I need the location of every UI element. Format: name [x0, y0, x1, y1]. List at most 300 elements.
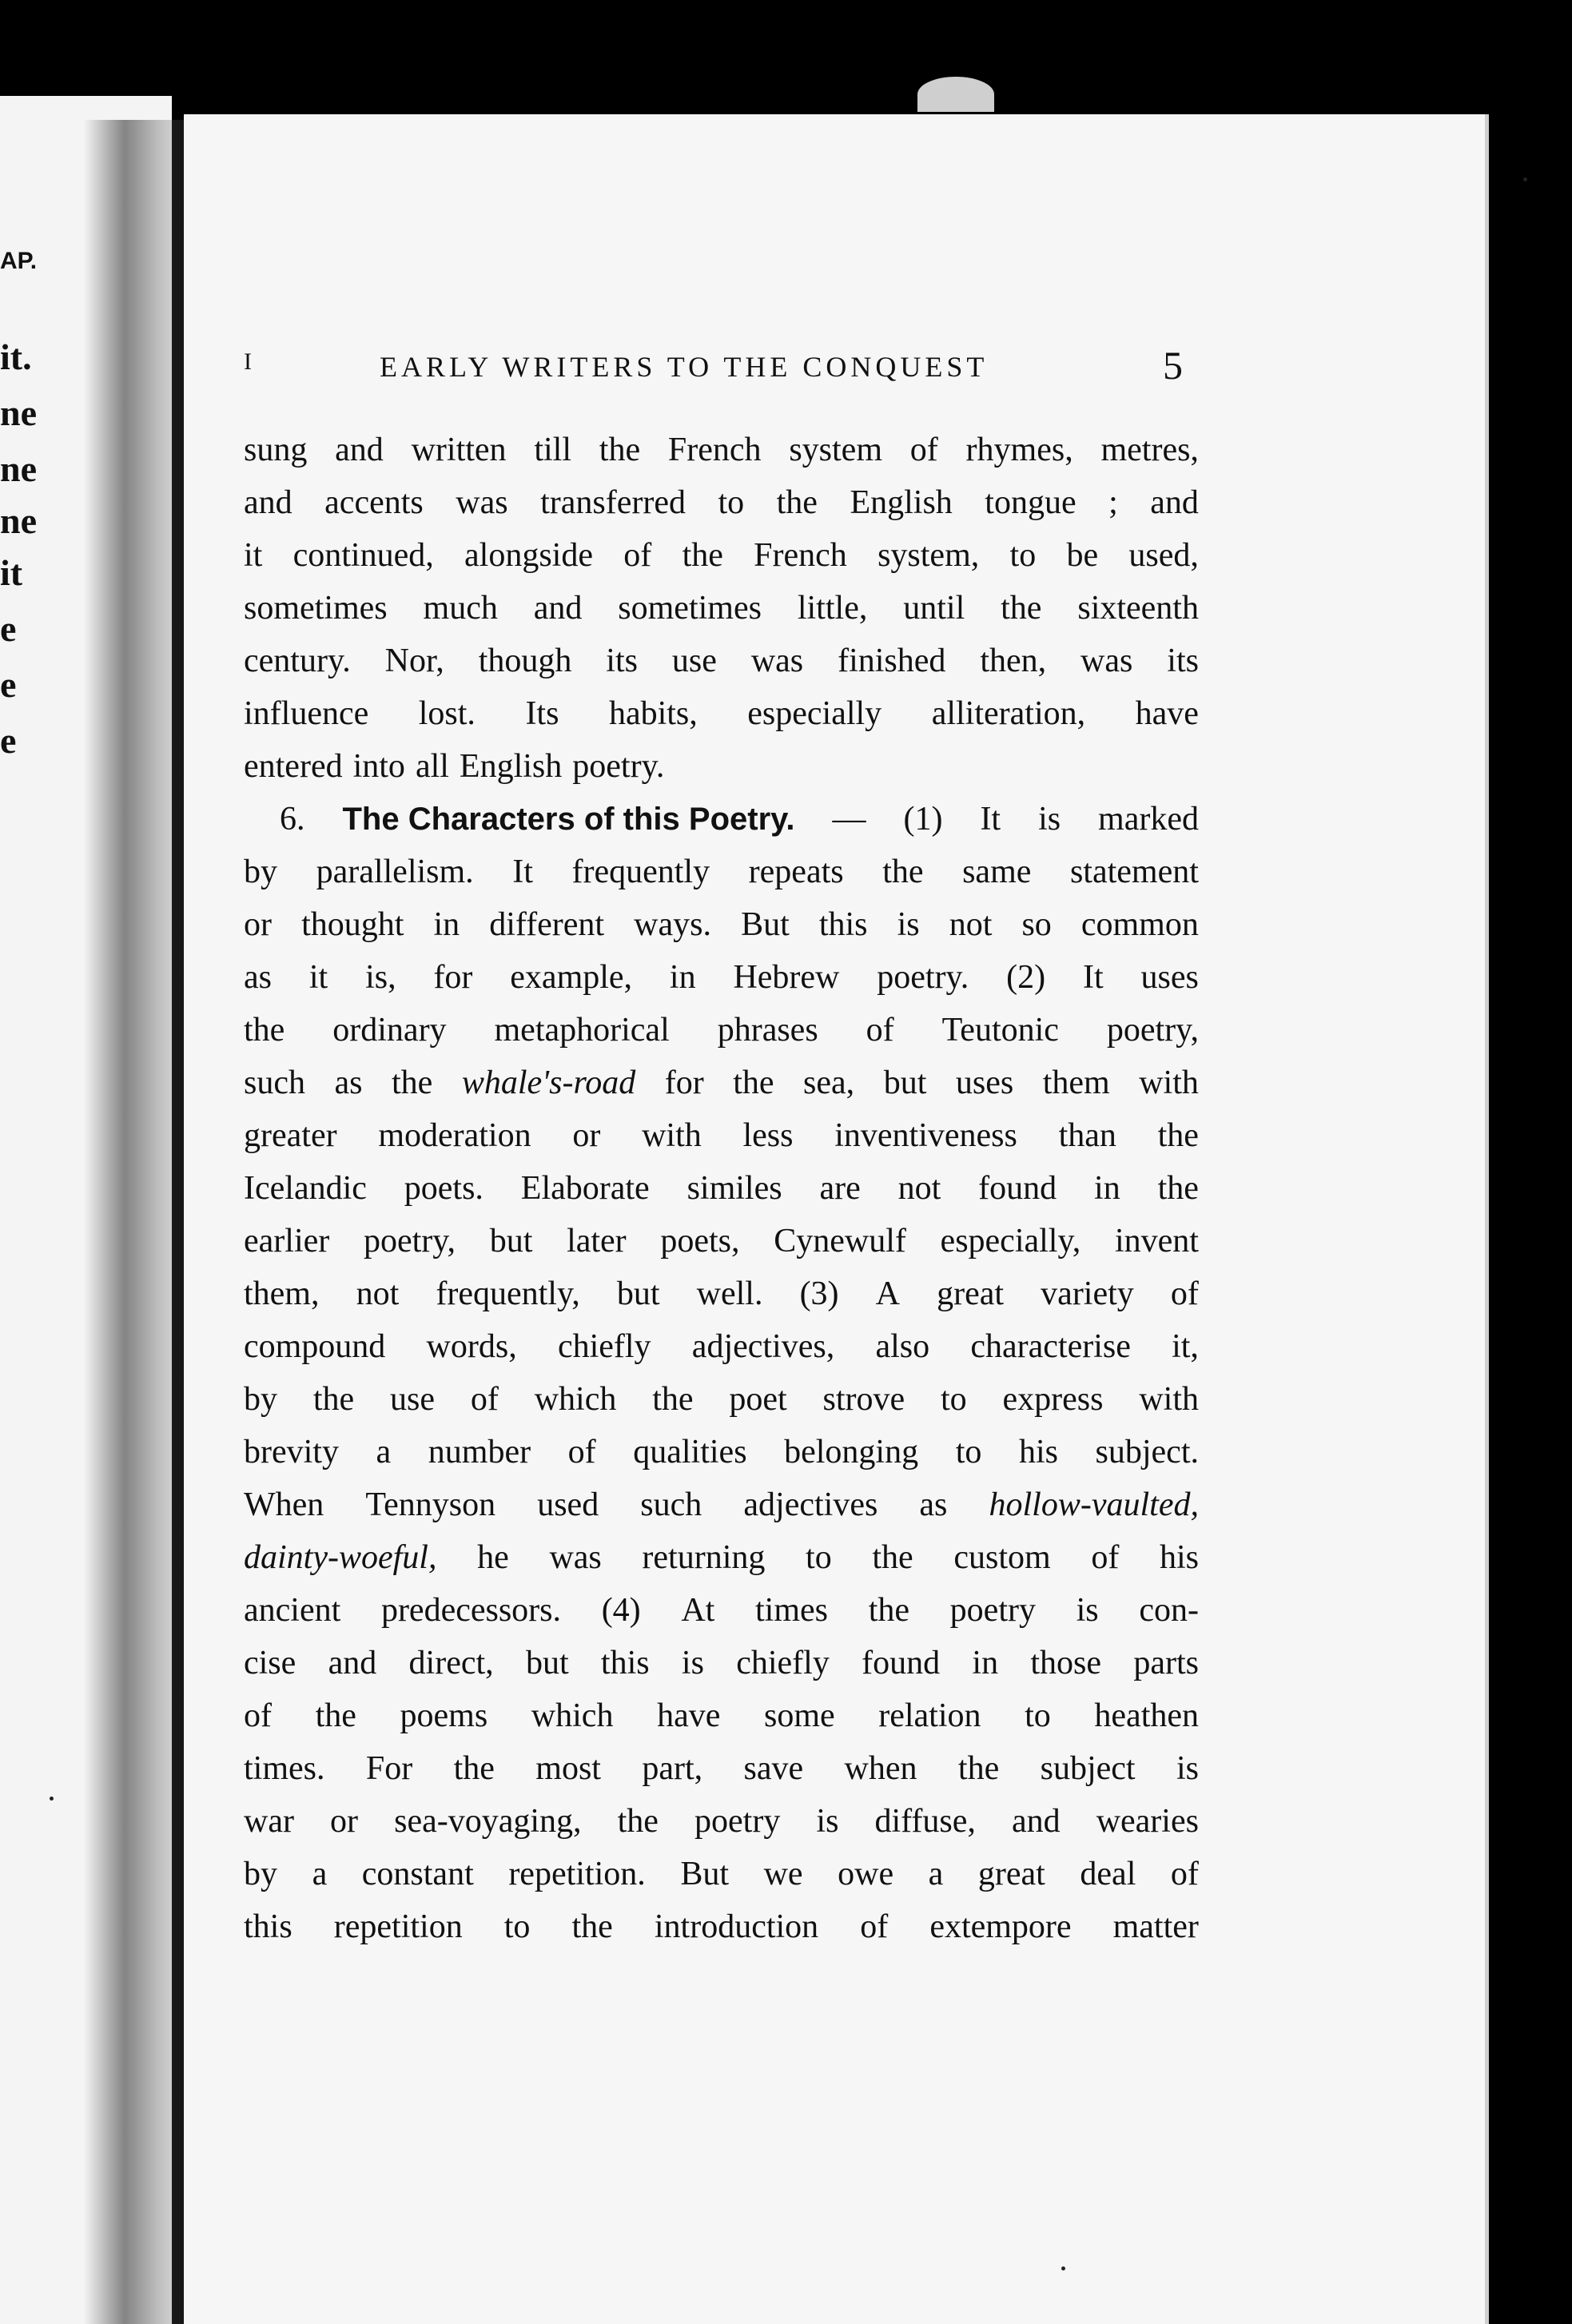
word: of — [860, 1908, 889, 1945]
word: transferred — [540, 484, 686, 521]
text-line — [244, 1742, 1199, 1795]
word: it, — [1172, 1328, 1199, 1365]
word: much — [423, 590, 498, 627]
word: thought — [301, 906, 404, 943]
word: the — [1157, 1170, 1199, 1207]
word: hollow-vaulted, — [989, 1486, 1199, 1523]
word: But — [741, 906, 790, 943]
word: statement — [1069, 854, 1199, 890]
word: brevity — [244, 1434, 339, 1470]
word: English — [850, 484, 953, 521]
word: characterise — [970, 1328, 1131, 1365]
word: have — [1135, 695, 1199, 732]
word: Teutonic — [941, 1012, 1059, 1049]
word: especially — [747, 695, 882, 732]
word: It — [980, 801, 1001, 838]
word: extempore — [929, 1908, 1072, 1945]
word: later — [567, 1223, 627, 1259]
text-line — [244, 1215, 1199, 1267]
word: sixteenth — [1077, 590, 1199, 627]
word: as — [244, 959, 272, 996]
text-line — [244, 898, 1199, 951]
word: great — [937, 1275, 1005, 1312]
word: and — [533, 590, 583, 627]
word: of — [1170, 1856, 1199, 1892]
word: chiefly — [736, 1645, 830, 1681]
word: Elaborate — [520, 1170, 650, 1207]
word: use — [671, 643, 717, 679]
word: the — [1001, 590, 1042, 627]
word: used, — [1128, 537, 1199, 574]
word: subject — [1040, 1750, 1136, 1787]
word: in — [1094, 1170, 1120, 1207]
word: to — [718, 484, 745, 521]
word: than — [1058, 1117, 1116, 1154]
word: for — [664, 1065, 704, 1101]
word: the — [652, 1381, 694, 1418]
word: a — [312, 1856, 328, 1892]
word: — — [832, 801, 866, 838]
word: he — [477, 1539, 509, 1576]
word: was — [456, 484, 508, 521]
word: belonging — [784, 1434, 919, 1470]
word: such — [244, 1065, 305, 1101]
word: found — [978, 1170, 1057, 1207]
word: the — [244, 1012, 285, 1049]
word: At — [681, 1592, 715, 1629]
word: chiefly — [557, 1328, 651, 1365]
word: part, — [642, 1750, 703, 1787]
word: but — [489, 1223, 533, 1259]
word: for — [433, 959, 473, 996]
text-line — [244, 1267, 1199, 1320]
word: invent — [1114, 1223, 1199, 1259]
text-line — [244, 582, 1199, 635]
word: was — [1081, 643, 1133, 679]
word: entered — [244, 748, 343, 785]
word: poems — [400, 1697, 488, 1734]
word: cise — [244, 1645, 296, 1681]
word: A — [875, 1275, 900, 1312]
word: compound — [244, 1328, 386, 1365]
text-line — [244, 1426, 1199, 1478]
word: of — [623, 537, 652, 574]
facing-page-fragment: it — [0, 552, 23, 593]
facing-page-fragment: it. — [0, 336, 32, 377]
text-line — [244, 793, 1199, 846]
word: or — [330, 1803, 359, 1840]
word: metres, — [1100, 432, 1199, 468]
text-line — [244, 846, 1199, 898]
word: (1) — [903, 801, 943, 838]
word: When — [244, 1486, 324, 1523]
word: of — [866, 1012, 894, 1049]
word: qualities — [633, 1434, 747, 1470]
word: its — [606, 643, 638, 679]
running-title: EARLY WRITERS TO THE CONQUEST — [380, 351, 989, 383]
page-top-smudge — [917, 77, 994, 112]
word: ordinary — [332, 1012, 447, 1049]
facing-page-fragment: e — [0, 720, 17, 761]
text-line — [244, 1689, 1199, 1742]
word: it — [244, 537, 263, 574]
facing-page-fragment: ne — [0, 448, 37, 489]
word: when — [844, 1750, 917, 1787]
running-head — [244, 342, 1187, 390]
word: custom — [953, 1539, 1051, 1576]
word: the — [312, 1381, 355, 1418]
word: repetition. — [508, 1856, 646, 1892]
speck — [50, 1797, 54, 1801]
word: his — [1159, 1539, 1199, 1576]
word: a — [376, 1434, 392, 1470]
word: sea, — [803, 1065, 855, 1101]
word: dainty-woeful, — [244, 1539, 437, 1576]
word: save — [743, 1750, 804, 1787]
word: accents — [324, 484, 424, 521]
word: century. — [244, 643, 351, 679]
word: parallelism. — [316, 854, 474, 890]
facing-page-fragment: AP. — [0, 248, 38, 274]
text-line — [244, 1057, 1199, 1109]
word: to — [941, 1381, 967, 1418]
word: poetry — [694, 1803, 781, 1840]
word: phrases — [717, 1012, 818, 1049]
word: the — [617, 1803, 659, 1840]
word: habits, — [608, 695, 698, 732]
text-line — [244, 635, 1199, 687]
word: earlier — [244, 1223, 330, 1259]
word: also — [875, 1328, 930, 1365]
word: con- — [1139, 1592, 1199, 1629]
word: predecessors. — [380, 1592, 562, 1629]
word: well. — [696, 1275, 763, 1312]
word: by — [244, 854, 277, 890]
text-line — [244, 1531, 1199, 1584]
word: and — [1011, 1803, 1061, 1840]
word: found — [862, 1645, 941, 1681]
text-line — [244, 1478, 1199, 1531]
word: the — [957, 1750, 1000, 1787]
word: frequently — [571, 854, 710, 890]
word: such — [640, 1486, 702, 1523]
word: returning — [642, 1539, 766, 1576]
word: but — [883, 1065, 927, 1101]
word: ways. — [634, 906, 711, 943]
word: different — [489, 906, 605, 943]
word: poetry, — [363, 1223, 456, 1259]
word: to — [503, 1908, 531, 1945]
word: is — [1038, 801, 1061, 838]
word: metaphorical — [494, 1012, 670, 1049]
word: them, — [244, 1275, 320, 1312]
word: written — [411, 432, 507, 468]
word: the — [776, 484, 818, 521]
speck — [1061, 2266, 1065, 2270]
word: the — [599, 432, 641, 468]
word: some — [763, 1697, 835, 1734]
word: the — [315, 1697, 356, 1734]
word: the — [882, 854, 924, 890]
word: the — [872, 1539, 913, 1576]
text-line — [244, 1162, 1199, 1215]
word: and — [244, 484, 293, 521]
word: similes — [687, 1170, 782, 1207]
word: which — [531, 1697, 614, 1734]
word: though — [478, 643, 572, 679]
word: ancient — [244, 1592, 341, 1629]
word: is, — [365, 959, 396, 996]
word: ; — [1108, 484, 1118, 521]
word: number — [428, 1434, 531, 1470]
word: the — [733, 1065, 774, 1101]
text-line — [244, 951, 1199, 1004]
word: the — [1157, 1117, 1199, 1154]
word: of — [1091, 1539, 1120, 1576]
word: poetry. — [877, 959, 969, 996]
word: in — [433, 906, 460, 943]
word: the — [868, 1592, 909, 1629]
word: French — [754, 537, 847, 574]
word: uses — [1140, 959, 1199, 996]
text-line — [244, 1848, 1199, 1900]
word: until — [903, 590, 965, 627]
word: alliteration, — [931, 695, 1086, 732]
word: the — [682, 537, 723, 574]
word: his — [1018, 1434, 1058, 1470]
facing-page-fragment: e — [0, 664, 17, 705]
word: not — [949, 906, 993, 943]
text-line — [244, 1373, 1199, 1426]
word: to — [1025, 1697, 1051, 1734]
word: then, — [980, 643, 1047, 679]
word: sung — [244, 432, 308, 468]
word: frequently, — [436, 1275, 580, 1312]
word: times. — [244, 1750, 325, 1787]
word: not — [356, 1275, 400, 1312]
word: of — [567, 1434, 596, 1470]
word: but — [616, 1275, 660, 1312]
word: is — [1176, 1750, 1199, 1787]
chapter-number: I — [244, 348, 252, 375]
word: was — [750, 643, 804, 679]
word: uses — [955, 1065, 1014, 1101]
text-line — [244, 529, 1199, 582]
word: this — [600, 1645, 650, 1681]
word: and — [335, 432, 384, 468]
word: in — [972, 1645, 999, 1681]
word: to — [806, 1539, 832, 1576]
word: it — [308, 959, 328, 996]
text-line — [244, 1900, 1199, 1953]
word: alongside — [464, 537, 593, 574]
word: whale's-road — [461, 1065, 636, 1101]
word: poetry — [949, 1592, 1036, 1629]
word: example, — [510, 959, 633, 996]
word: we — [763, 1856, 803, 1892]
word: matter — [1112, 1908, 1199, 1945]
word: common — [1081, 906, 1199, 943]
word: of — [1170, 1275, 1199, 1312]
word: strove — [822, 1381, 905, 1418]
word: (3) — [799, 1275, 839, 1312]
word: repetition — [333, 1908, 463, 1945]
word: It — [512, 854, 533, 890]
text-line — [244, 1320, 1199, 1373]
word: war — [244, 1803, 294, 1840]
word: sea-voyaging, — [394, 1803, 582, 1840]
word: Tennyson — [365, 1486, 496, 1523]
word: lost. — [418, 695, 476, 732]
word: words, — [426, 1328, 517, 1365]
word: is — [897, 906, 920, 943]
word: times — [755, 1592, 829, 1629]
word: or — [244, 906, 272, 943]
word: adjectives — [743, 1486, 878, 1523]
word: adjectives, — [691, 1328, 835, 1365]
word: 6. — [280, 801, 305, 838]
word: is — [1076, 1592, 1099, 1629]
word: sometimes — [618, 590, 762, 627]
word: French — [667, 432, 762, 468]
word: diffuse, — [874, 1803, 976, 1840]
word: The Characters of this Poetry. — [342, 802, 795, 837]
word: of — [909, 432, 938, 468]
word: till — [534, 432, 572, 468]
word: Nor, — [384, 643, 444, 679]
word: owe — [838, 1856, 894, 1892]
word: into — [352, 748, 405, 785]
word: not — [897, 1170, 941, 1207]
text-line — [244, 1109, 1199, 1162]
word: this — [244, 1908, 293, 1945]
word: was — [549, 1539, 602, 1576]
text-line — [244, 1584, 1199, 1637]
word: subject. — [1095, 1434, 1199, 1470]
speck — [1523, 177, 1527, 181]
word: of — [244, 1697, 272, 1734]
word: sometimes — [244, 590, 388, 627]
body-text — [244, 424, 1199, 1953]
word: parts — [1133, 1645, 1199, 1681]
word: Icelandic — [244, 1170, 367, 1207]
text-line — [244, 476, 1199, 529]
word: less — [742, 1117, 794, 1154]
word: use — [390, 1381, 435, 1418]
word: express — [1002, 1381, 1104, 1418]
word: in — [669, 959, 696, 996]
word: constant — [361, 1856, 474, 1892]
word: (2) — [1006, 959, 1046, 996]
word: (4) — [601, 1592, 641, 1629]
word: and — [1150, 484, 1199, 521]
word: to — [1009, 537, 1037, 574]
word: Hebrew — [733, 959, 840, 996]
word: inventiveness — [834, 1117, 1017, 1154]
text-line — [244, 1004, 1199, 1057]
word: continued, — [293, 537, 434, 574]
word: them — [1042, 1065, 1110, 1101]
word: influence — [244, 695, 369, 732]
page-edge — [1485, 114, 1489, 2324]
word: especially, — [940, 1223, 1081, 1259]
facing-page-fragment: ne — [0, 392, 37, 433]
page-number: 5 — [1163, 343, 1183, 388]
word: with — [1139, 1065, 1199, 1101]
word: the — [453, 1750, 495, 1787]
word: It — [1083, 959, 1104, 996]
word: this — [818, 906, 868, 943]
word: system — [789, 432, 882, 468]
word: system, — [878, 537, 980, 574]
word: by — [244, 1381, 277, 1418]
word: Its — [525, 695, 559, 732]
word: wearies — [1096, 1803, 1199, 1840]
word: greater — [244, 1117, 337, 1154]
word: with — [642, 1117, 702, 1154]
word: is — [681, 1645, 704, 1681]
word: so — [1021, 906, 1052, 943]
word: direct, — [408, 1645, 494, 1681]
word: the — [571, 1908, 613, 1945]
word: the — [392, 1065, 433, 1101]
word: But — [680, 1856, 730, 1892]
word: by — [244, 1856, 277, 1892]
text-line — [244, 740, 1199, 793]
word: or — [572, 1117, 601, 1154]
facing-page-fragment: e — [0, 608, 17, 649]
word: English — [459, 748, 563, 785]
text-line — [244, 687, 1199, 740]
word: relation — [878, 1697, 981, 1734]
word: tongue — [985, 484, 1077, 521]
word: as — [919, 1486, 948, 1523]
word: Cynewulf — [774, 1223, 906, 1259]
word: with — [1139, 1381, 1199, 1418]
word: marked — [1098, 801, 1199, 838]
word: repeats — [748, 854, 844, 890]
word: variety — [1041, 1275, 1134, 1312]
text-line — [244, 1637, 1199, 1689]
word: introduction — [654, 1908, 819, 1945]
word: to — [955, 1434, 982, 1470]
text-line — [244, 1795, 1199, 1848]
word: used — [537, 1486, 599, 1523]
word: but — [525, 1645, 569, 1681]
word: which — [534, 1381, 617, 1418]
word: little, — [797, 590, 868, 627]
word: and — [328, 1645, 377, 1681]
word: deal — [1080, 1856, 1136, 1892]
word: of — [470, 1381, 499, 1418]
word: most — [535, 1750, 601, 1787]
word: moderation — [378, 1117, 531, 1154]
word: be — [1066, 537, 1099, 574]
word: have — [657, 1697, 721, 1734]
word: poetry. — [572, 748, 665, 785]
word: as — [334, 1065, 363, 1101]
word: same — [962, 854, 1032, 890]
facing-page-fragment: ne — [0, 500, 37, 541]
word: poet — [729, 1381, 787, 1418]
text-line — [244, 424, 1199, 476]
word: all — [415, 748, 449, 785]
word: finished — [838, 643, 946, 679]
word: heathen — [1094, 1697, 1199, 1734]
word: are — [819, 1170, 861, 1207]
word: poets. — [404, 1170, 484, 1207]
word: is — [816, 1803, 839, 1840]
